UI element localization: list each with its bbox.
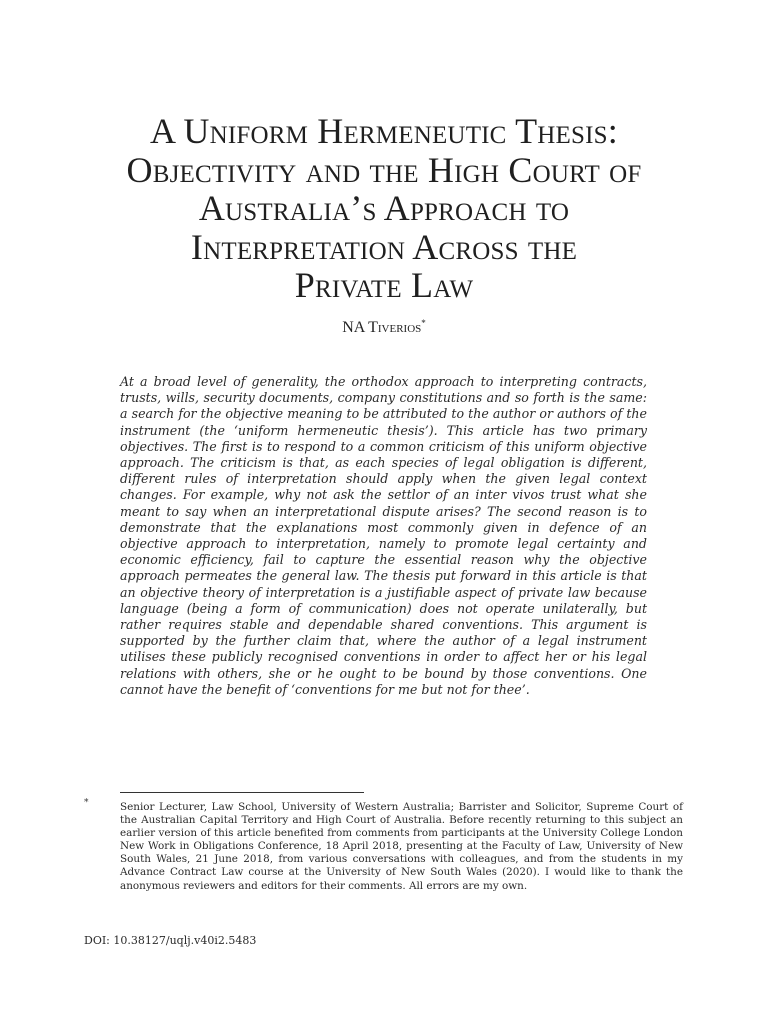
author-name: NA Tiverios [342,319,422,336]
article-title-line: A Uniform Hermeneutic Thesis: [150,111,618,151]
article-title-line: Objectivity and the High Court of [126,149,642,190]
article-title-line: Private Law [294,265,474,305]
author-footnote-mark[interactable]: * [421,318,426,328]
footnote-mark: * [84,798,89,808]
doi-line: DOI: 10.38127/uqlj.v40i2.5483 [84,934,257,947]
footnote-divider [120,792,364,793]
article-title [80,112,688,305]
abstract: At a broad level of generality, the orthodox approach to interpreting contracts, trusts, wills, security documents, company constitutions and so forth is the same: a search for the objective meaning to be attributed to the author or authors of the instrument (the ‘uniform hermeneutic thesis’). This article has two primary objectives. The first is to respond to a common criticism of this uniform objective approach. The criticism is that, as each species of legal obligation is different, different rules of interpretation should apply when the given legal context changes. For example, why not ask the settlor of an inter vivos trust what she meant to say when an interpretational dispute arises? The second reason is to demonstrate that the explanations most commonly given in defence of an objective approach to interpretation, namely to promote legal certainty and economic efficiency, fail to capture the essential reason why the objective approach permeates the general law. The thesis put forward in this article is that an objective theory of interpretation is a justifiable aspect of private law because language (being a form of communication) does not operate unilaterally, but rather requires stable and dependable shared conventions. This argument is supported by the further claim that, where the author of a legal instrument utilises these publicly recognised conventions in order to affect her or his legal relations with others, she or he ought to be bound by those conventions. One cannot have the benefit of ‘conventions for me but not for thee’. [120,374,647,697]
author-byline [0,318,768,337]
article-title-line: Interpretation Across the [190,226,578,267]
footnote-text: Senior Lecturer, Law School, University of Western Australia; Barrister and Solicitor, Supreme Court of the Australian Capital Territory and High Court of Australia. Before recently returning to this subject an earlier version of this article benefited from comments from participants at the University College London New Work in Obligations Conference, 18 April 2018, presenting at the Faculty of Law, University of New South Wales, 21 June 2018, from various conversations with colleagues, and from the students in my Advance Contract Law course at the University of New South Wales (2020). I would like to thank the anonymous reviewers and editors for their comments. All errors are my own. [120,801,683,892]
article-title-line: Australia’s Approach to [198,188,570,228]
